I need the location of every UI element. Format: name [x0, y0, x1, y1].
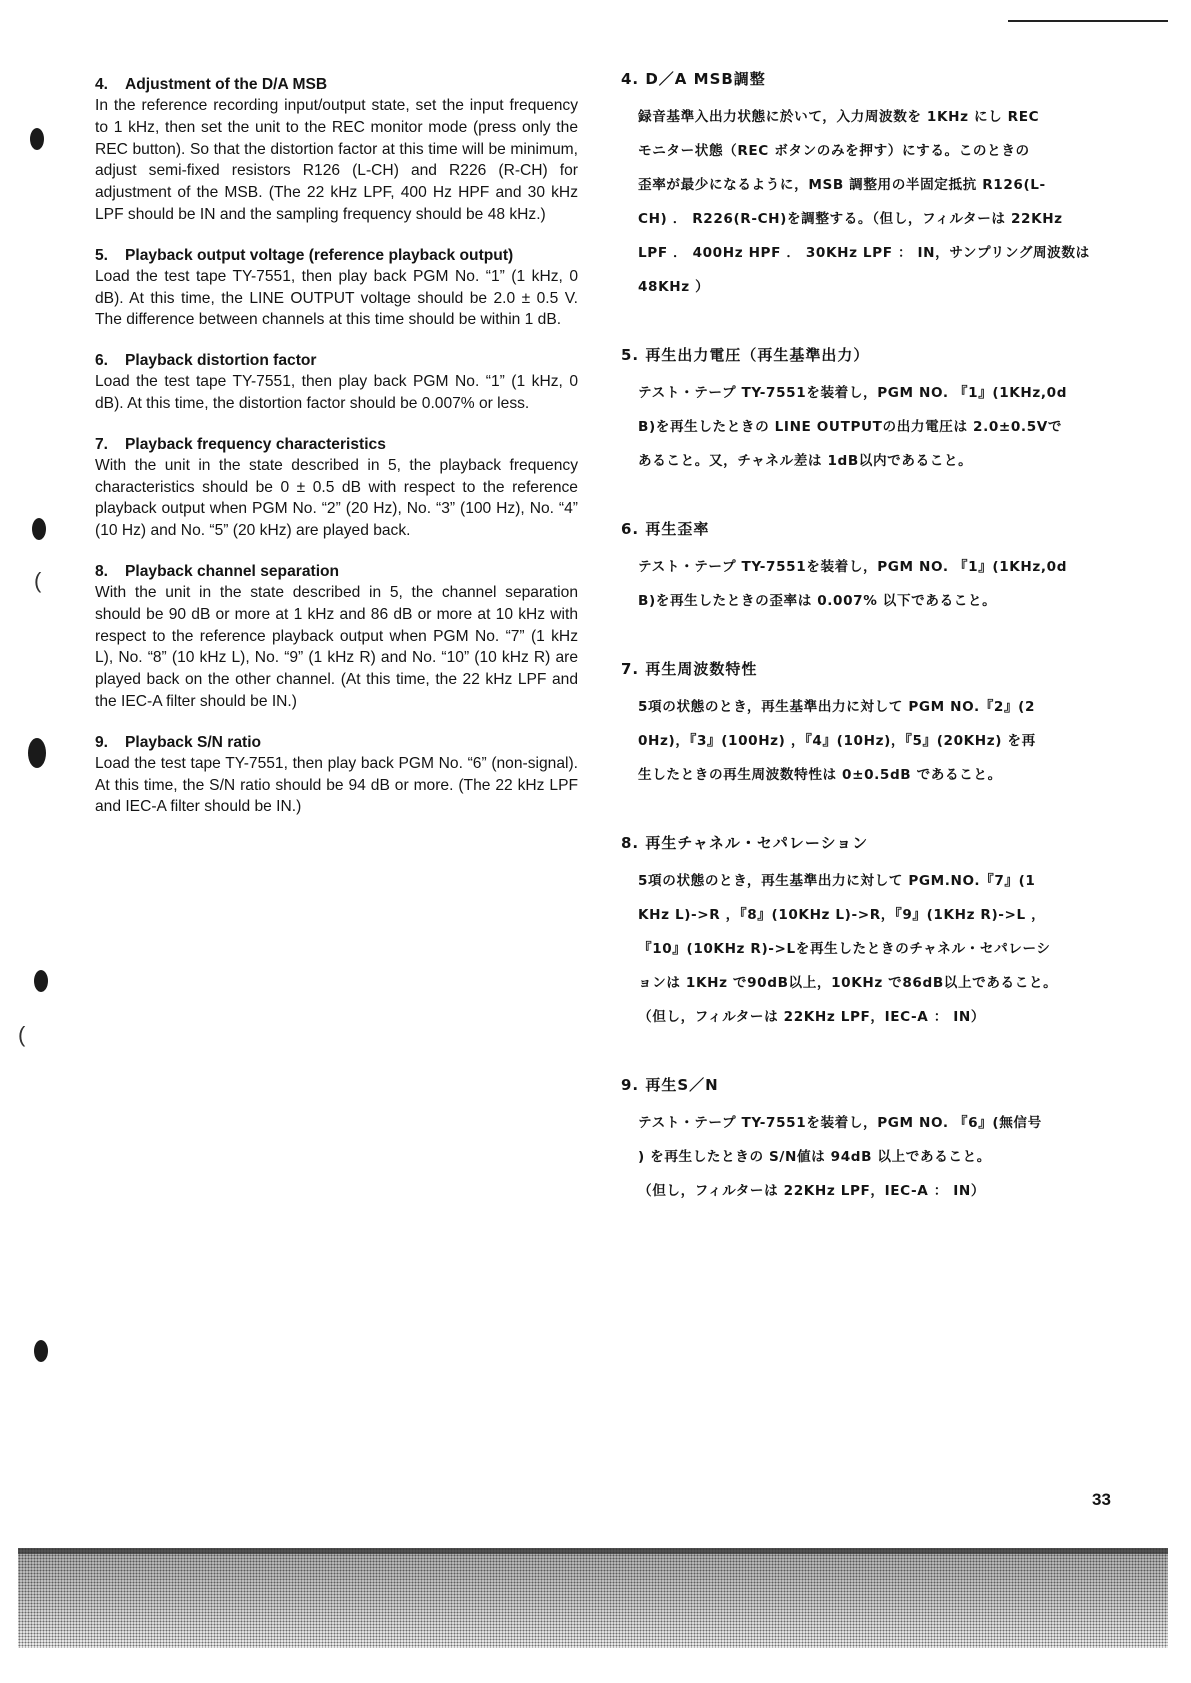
- section-body: In the reference recording input/output state, set the input frequency to 1 kHz, then set the unit to the REC monitor mode (press only the REC button). So that the distortion factor at this time will be minimum, adjust semi-fixed resistors R126 (L-CH) and R226 (R-CH) for adjustment of the MSB. (The 22 kHz LPF, 400 Hz HPF and 30 kHz LPF should be IN and the sampling frequency should be 48 kHz.): [95, 97, 578, 223]
- section-title: Playback channel separation: [125, 562, 340, 580]
- english-section: [95, 561, 578, 713]
- binder-hole-mark: [34, 970, 48, 992]
- text-line: 生したときの再生周波数特性は 0±0.5dB であること。: [638, 767, 1002, 783]
- section-body: With the unit in the state described in 5, the playback frequency characteristics should be 0 ± 0.5 dB with respect to the reference playback output when PGM No. “2” (20 Hz), No. “3” (100 Hz), No. “4” (10 Hz) and No. “5” (20 kHz) are played back.: [95, 456, 578, 540]
- english-section: [95, 434, 578, 542]
- section-title: Playback output voltage (reference playback output): [125, 246, 514, 264]
- section-heading: 9. 再生S／N: [621, 1076, 719, 1094]
- binder-hole-mark: [34, 1340, 48, 1362]
- section-number: 9.: [95, 733, 109, 751]
- section-heading: 5. 再生出力電圧（再生基準出力）: [621, 346, 870, 364]
- text-line: テスト・テープ TY-7551を装着し，PGM NO. 『1』(1KHz,0d: [638, 385, 1068, 401]
- text-line: テスト・テープ TY-7551を装着し，PGM NO. 『1』(1KHz,0d: [638, 559, 1068, 575]
- section-heading: 7. 再生周波数特性: [621, 660, 758, 678]
- section-title: Playback S/N ratio: [125, 733, 262, 751]
- japanese-section: [621, 832, 1116, 1034]
- text-line: CH) ． R226(R-CH)を調整する。（但し，フィルターは 22KHz: [638, 211, 1063, 227]
- japanese-section: [621, 344, 1116, 478]
- text-line: （但し，フィルターは 22KHz LPF，IEC-A ： IN）: [638, 1183, 986, 1199]
- text-line: 『10』(10KHz R)->Lを再生したときのチャネル・セパレーシ: [638, 941, 1051, 957]
- section-number: 6.: [95, 352, 109, 370]
- section-number: 8.: [95, 562, 109, 580]
- section-body: With the unit in the state described in 5, the channel separation should be 90 dB or more at 1 kHz and 86 dB or more at 10 kHz with respect to the reference playback output when PGM No. “7” (1 kHz L), No. “8” (10 kHz L), No. “9” (1 kHz R) and No. “10” (10 kHz R) are played back on the other channel. (At this time, the 22 kHz LPF and the IEC-A filter should be IN.): [95, 583, 578, 710]
- text-line: 歪率が最少になるように，MSB 調整用の半固定抵抗 R126(L-: [638, 177, 1046, 193]
- text-line: テスト・テープ TY-7551を装着し，PGM NO. 『6』(無信号: [638, 1115, 1042, 1131]
- text-line: モニター状態（REC ボタンのみを押す）にする。このときの: [638, 143, 1030, 159]
- english-column: [95, 74, 578, 837]
- halftone-scan-edge: [18, 1548, 1168, 1554]
- scan-bracket-mark: (: [34, 568, 42, 593]
- section-body: Load the test tape TY-7551, then play back PGM No. “1” (1 kHz, 0 dB). At this time, the LINE OUTPUT voltage should be 2.0 ± 0.5 V. The difference between channels at this time should be within 1 dB.: [95, 267, 578, 329]
- text-line: 5項の状態のとき，再生基準出力に対して PGM.NO.『7』(1: [638, 873, 1036, 889]
- top-rule: [1008, 20, 1168, 22]
- english-section: [95, 74, 578, 226]
- section-title: Playback frequency characteristics: [125, 435, 386, 453]
- text-line: あること。又，チャネル差は 1dB以内であること。: [638, 453, 973, 469]
- section-body: Load the test tape TY-7551, then play back PGM No. “1” (1 kHz, 0 dB). At this time, the distortion factor should be 0.007% or less.: [95, 373, 578, 412]
- section-title: Adjustment of the D/A MSB: [125, 76, 328, 93]
- section-heading: 6. 再生歪率: [621, 520, 710, 538]
- section-title: Playback distortion factor: [125, 352, 317, 370]
- japanese-section: [621, 68, 1116, 304]
- japanese-section: [621, 658, 1116, 792]
- binder-hole-mark: [30, 128, 44, 150]
- text-line: 5項の状態のとき，再生基準出力に対して PGM NO.『2』(2: [638, 699, 1036, 715]
- page-number: 33: [1092, 1490, 1111, 1509]
- section-number: 7.: [95, 435, 109, 453]
- section-heading: 8. 再生チャネル・セパレーション: [621, 834, 869, 852]
- text-line: KHz L)->R ，『8』(10KHz L)->R，『9』(1KHz R)->L ，: [638, 907, 1046, 923]
- scan-bracket-mark: (: [18, 1022, 26, 1047]
- halftone-scan-band: [18, 1548, 1168, 1648]
- section-heading: [95, 732, 578, 753]
- japanese-section: [621, 1074, 1116, 1208]
- section-body: Load the test tape TY-7551, then play back PGM No. “6” (non-signal). At this time, the S/N ratio should be 94 dB or more. (The 22 kHz LPF and IEC-A filter should be IN.): [95, 754, 578, 816]
- japanese-section: [621, 518, 1116, 618]
- english-section: [95, 245, 578, 331]
- section-number: 4.: [95, 76, 109, 93]
- text-line: ョンは 1KHz で90dB以上，10KHz で86dB以上であること。: [638, 975, 1058, 991]
- japanese-column: [621, 68, 1116, 1248]
- text-line: ) を再生したときの S/N値は 94dB 以上であること。: [638, 1149, 991, 1165]
- section-heading: 4. D／A MSB調整: [621, 70, 766, 88]
- text-line: B)を再生したときの歪率は 0.007% 以下であること。: [638, 593, 997, 609]
- section-heading: [95, 561, 578, 582]
- section-heading: [95, 74, 578, 95]
- section-heading: [95, 434, 578, 455]
- text-line: 録音基準入出力状態に於いて，入力周波数を 1KHz にし REC: [638, 109, 1040, 125]
- text-line: （但し，フィルターは 22KHz LPF，IEC-A ： IN）: [638, 1009, 986, 1025]
- text-line: 48KHz ）: [638, 279, 710, 295]
- binder-hole-mark: [32, 518, 46, 540]
- section-number: 5.: [95, 246, 109, 264]
- binder-hole-mark: [28, 738, 46, 768]
- text-line: LPF ． 400Hz HPF ． 30KHz LPF ： IN，サンプリング周波数は: [638, 245, 1090, 261]
- text-line: B)を再生したときの LINE OUTPUTの出力電圧は 2.0±0.5Vで: [638, 419, 1063, 435]
- text-line: 0Hz)，『3』(100Hz) ，『4』(10Hz)，『5』(20KHz) を再: [638, 733, 1036, 749]
- section-heading: [95, 245, 578, 266]
- section-heading: [95, 350, 578, 371]
- english-section: [95, 732, 578, 818]
- english-section: [95, 350, 578, 415]
